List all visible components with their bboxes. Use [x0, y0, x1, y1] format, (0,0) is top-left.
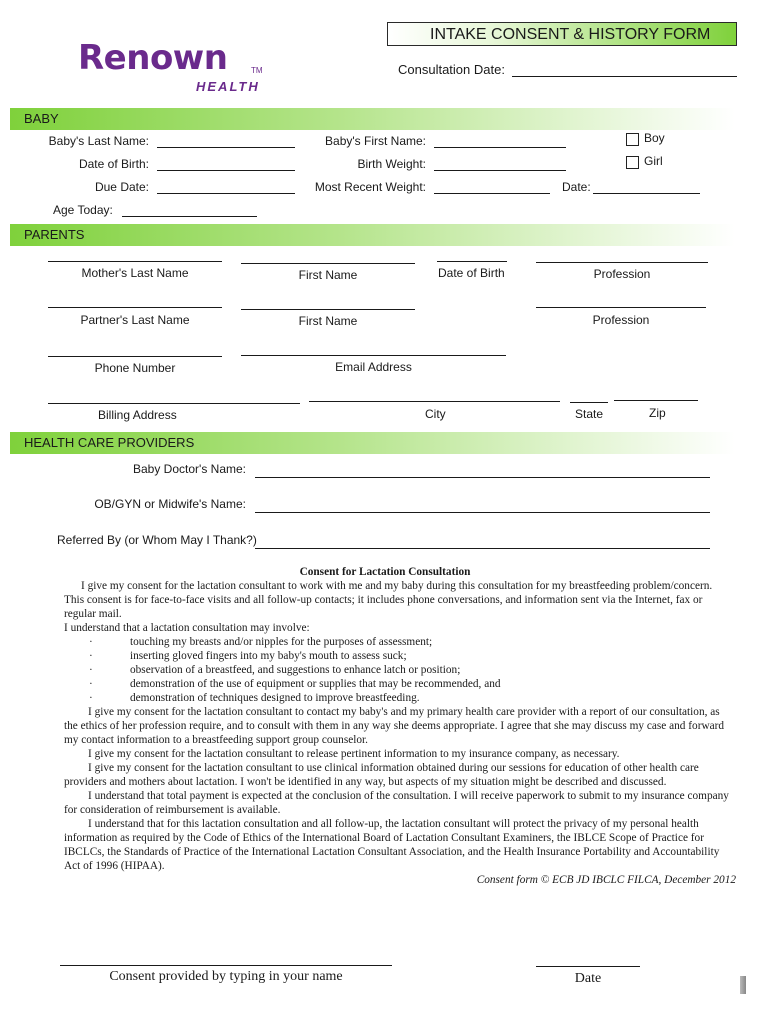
phone-number-label: Phone Number	[94, 361, 176, 375]
girl-checkbox[interactable]	[626, 156, 639, 169]
logo-tm: TM	[251, 66, 263, 75]
mother-profession-field[interactable]	[536, 262, 708, 263]
consent-line: I give my consent for the lactation consultant to use clinical information obtained during our sessions for education of other health care	[88, 762, 699, 774]
consent-line: IBCLCs, the Standards of Practice of the International Lactation Consultant Association, and the Health Insurance Portability and Accountability	[64, 846, 720, 858]
partner-last-name-label: Partner's Last Name	[80, 313, 190, 327]
recent-weight-date-label: Date:	[562, 180, 591, 194]
scrollbar-marker	[740, 976, 746, 994]
logo-health: HEALTH	[196, 79, 260, 94]
partner-last-name-field[interactable]	[48, 307, 222, 308]
consent-bullet: · observation of a breastfeed, and suggestions to enhance latch or position;	[89, 664, 461, 676]
section-health-care-providers: HEALTH CARE PROVIDERS	[10, 432, 735, 454]
billing-address-label: Billing Address	[98, 408, 177, 422]
recent-weight-date-field[interactable]	[593, 193, 700, 194]
billing-address-field[interactable]	[48, 403, 300, 404]
email-address-field[interactable]	[241, 355, 506, 356]
zip-label: Zip	[649, 406, 666, 420]
mother-first-name-label: First Name	[298, 268, 358, 282]
birth-weight-label: Birth Weight:	[357, 157, 426, 171]
mother-last-name-field[interactable]	[48, 261, 222, 262]
form-title: INTAKE CONSENT & HISTORY FORM	[387, 22, 737, 46]
age-today-label: Age Today:	[53, 203, 113, 217]
dob-field[interactable]	[157, 170, 295, 171]
baby-last-name-field[interactable]	[157, 147, 295, 148]
city-label: City	[425, 407, 446, 421]
partner-first-name-label: First Name	[298, 314, 358, 328]
consent-line: my contact information to a breastfeeding support group counselor.	[64, 734, 368, 746]
signature-field[interactable]	[60, 965, 392, 966]
referred-by-label: Referred By (or Whom May I Thank?)	[57, 533, 257, 547]
consent-line: providers and mothers about lactation. I won't be identified in any way, but aspects of my situation might be described and discussed.	[64, 776, 667, 788]
due-date-label: Due Date:	[94, 180, 149, 194]
mother-last-name-label: Mother's Last Name	[81, 266, 189, 280]
girl-label: Girl	[644, 154, 663, 168]
section-baby: BABY	[10, 108, 735, 130]
signature-date-field[interactable]	[536, 966, 640, 967]
consent-bullet: · demonstration of the use of equipment or supplies that may be recommended, and	[89, 678, 501, 690]
consent-line: I give my consent for the lactation consultant to work with me and my baby during this consultation for my breastfeeding problem/concern.	[81, 580, 713, 592]
obgyn-field[interactable]	[255, 512, 710, 513]
consent-line: for consideration of reimbursement is available.	[64, 804, 281, 816]
baby-doctor-label: Baby Doctor's Name:	[133, 462, 246, 476]
consent-line: regular mail.	[64, 608, 122, 620]
baby-first-name-label: Baby's First Name:	[325, 134, 426, 148]
boy-label: Boy	[644, 131, 665, 145]
age-today-field[interactable]	[122, 216, 257, 217]
consent-line: information as required by the Code of Ethics of the International Board of Lactation Consultant Examiners, the IBLCE Scope of Practice for	[64, 832, 704, 844]
mother-profession-label: Profession	[593, 267, 651, 281]
signature-label: Consent provided by typing in your name	[109, 969, 343, 984]
consent-bullet: · demonstration of techniques designed to improve breastfeeding.	[89, 692, 420, 704]
recent-weight-field[interactable]	[434, 193, 550, 194]
email-address-label: Email Address	[335, 360, 412, 374]
partner-profession-field[interactable]	[536, 307, 706, 308]
partner-first-name-field[interactable]	[241, 309, 415, 310]
consent-credit: Consent form © ECB JD IBCLC FILCA, December 2012	[476, 874, 736, 886]
zip-field[interactable]	[614, 400, 698, 401]
consent-title: Consent for Lactation Consultation	[299, 566, 471, 578]
consent-line: This consent is for face-to-face visits and all follow-up contacts; it includes phone conversations, and information sent via the Internet, fax or	[64, 594, 703, 606]
boy-checkbox[interactable]	[626, 133, 639, 146]
mother-dob-label: Date of Birth	[438, 266, 505, 280]
referred-by-field[interactable]	[255, 548, 710, 549]
consultation-date-field[interactable]	[512, 76, 737, 77]
consent-bullet: · touching my breasts and/or nipples for the purposes of assessment;	[89, 636, 433, 648]
signature-date-label: Date	[574, 971, 602, 986]
consent-line: I understand that total payment is expected at the conclusion of the consultation. I will receive paperwork to submit to my insurance company	[88, 790, 729, 802]
partner-profession-label: Profession	[592, 313, 650, 327]
dob-label: Date of Birth:	[78, 157, 149, 171]
consent-line: I understand that a lactation consultation may involve:	[64, 622, 310, 634]
due-date-field[interactable]	[157, 193, 295, 194]
consultation-date-label: Consultation Date:	[398, 62, 505, 77]
baby-doctor-field[interactable]	[255, 477, 710, 478]
mother-dob-field[interactable]	[437, 261, 507, 262]
consent-bullet: · inserting gloved fingers into my baby's mouth to assess suck;	[89, 650, 407, 662]
consent-line: I understand that for this lactation consultation and all follow-up, the lactation consultant will protect the privacy of my personal health	[88, 818, 699, 830]
section-parents: PARENTS	[10, 224, 735, 246]
consent-line: Act of 1996 (HIPAA).	[64, 860, 165, 872]
state-label: State	[575, 407, 604, 421]
mother-first-name-field[interactable]	[241, 263, 415, 264]
state-field[interactable]	[570, 402, 608, 403]
logo-wordmark: Renown	[78, 38, 228, 78]
obgyn-label: OB/GYN or Midwife's Name:	[94, 497, 246, 511]
phone-number-field[interactable]	[48, 356, 222, 357]
city-field[interactable]	[309, 401, 560, 402]
consent-line: I give my consent for the lactation consultant to contact my baby's and my primary health care provider with a report of our consultation, as	[88, 706, 720, 718]
baby-last-name-label: Baby's Last Name:	[48, 134, 149, 148]
consent-line: the ethics of her profession require, and to consult with them in any way she deems appropriate. I agree that she may discuss my case and forward	[64, 720, 725, 732]
recent-weight-label: Most Recent Weight:	[314, 180, 426, 194]
baby-first-name-field[interactable]	[434, 147, 566, 148]
birth-weight-field[interactable]	[434, 170, 566, 171]
consent-paragraph-1	[64, 579, 744, 873]
consent-line: I give my consent for the lactation consultant to release pertinent information to my insurance company, as necessary.	[88, 748, 620, 760]
